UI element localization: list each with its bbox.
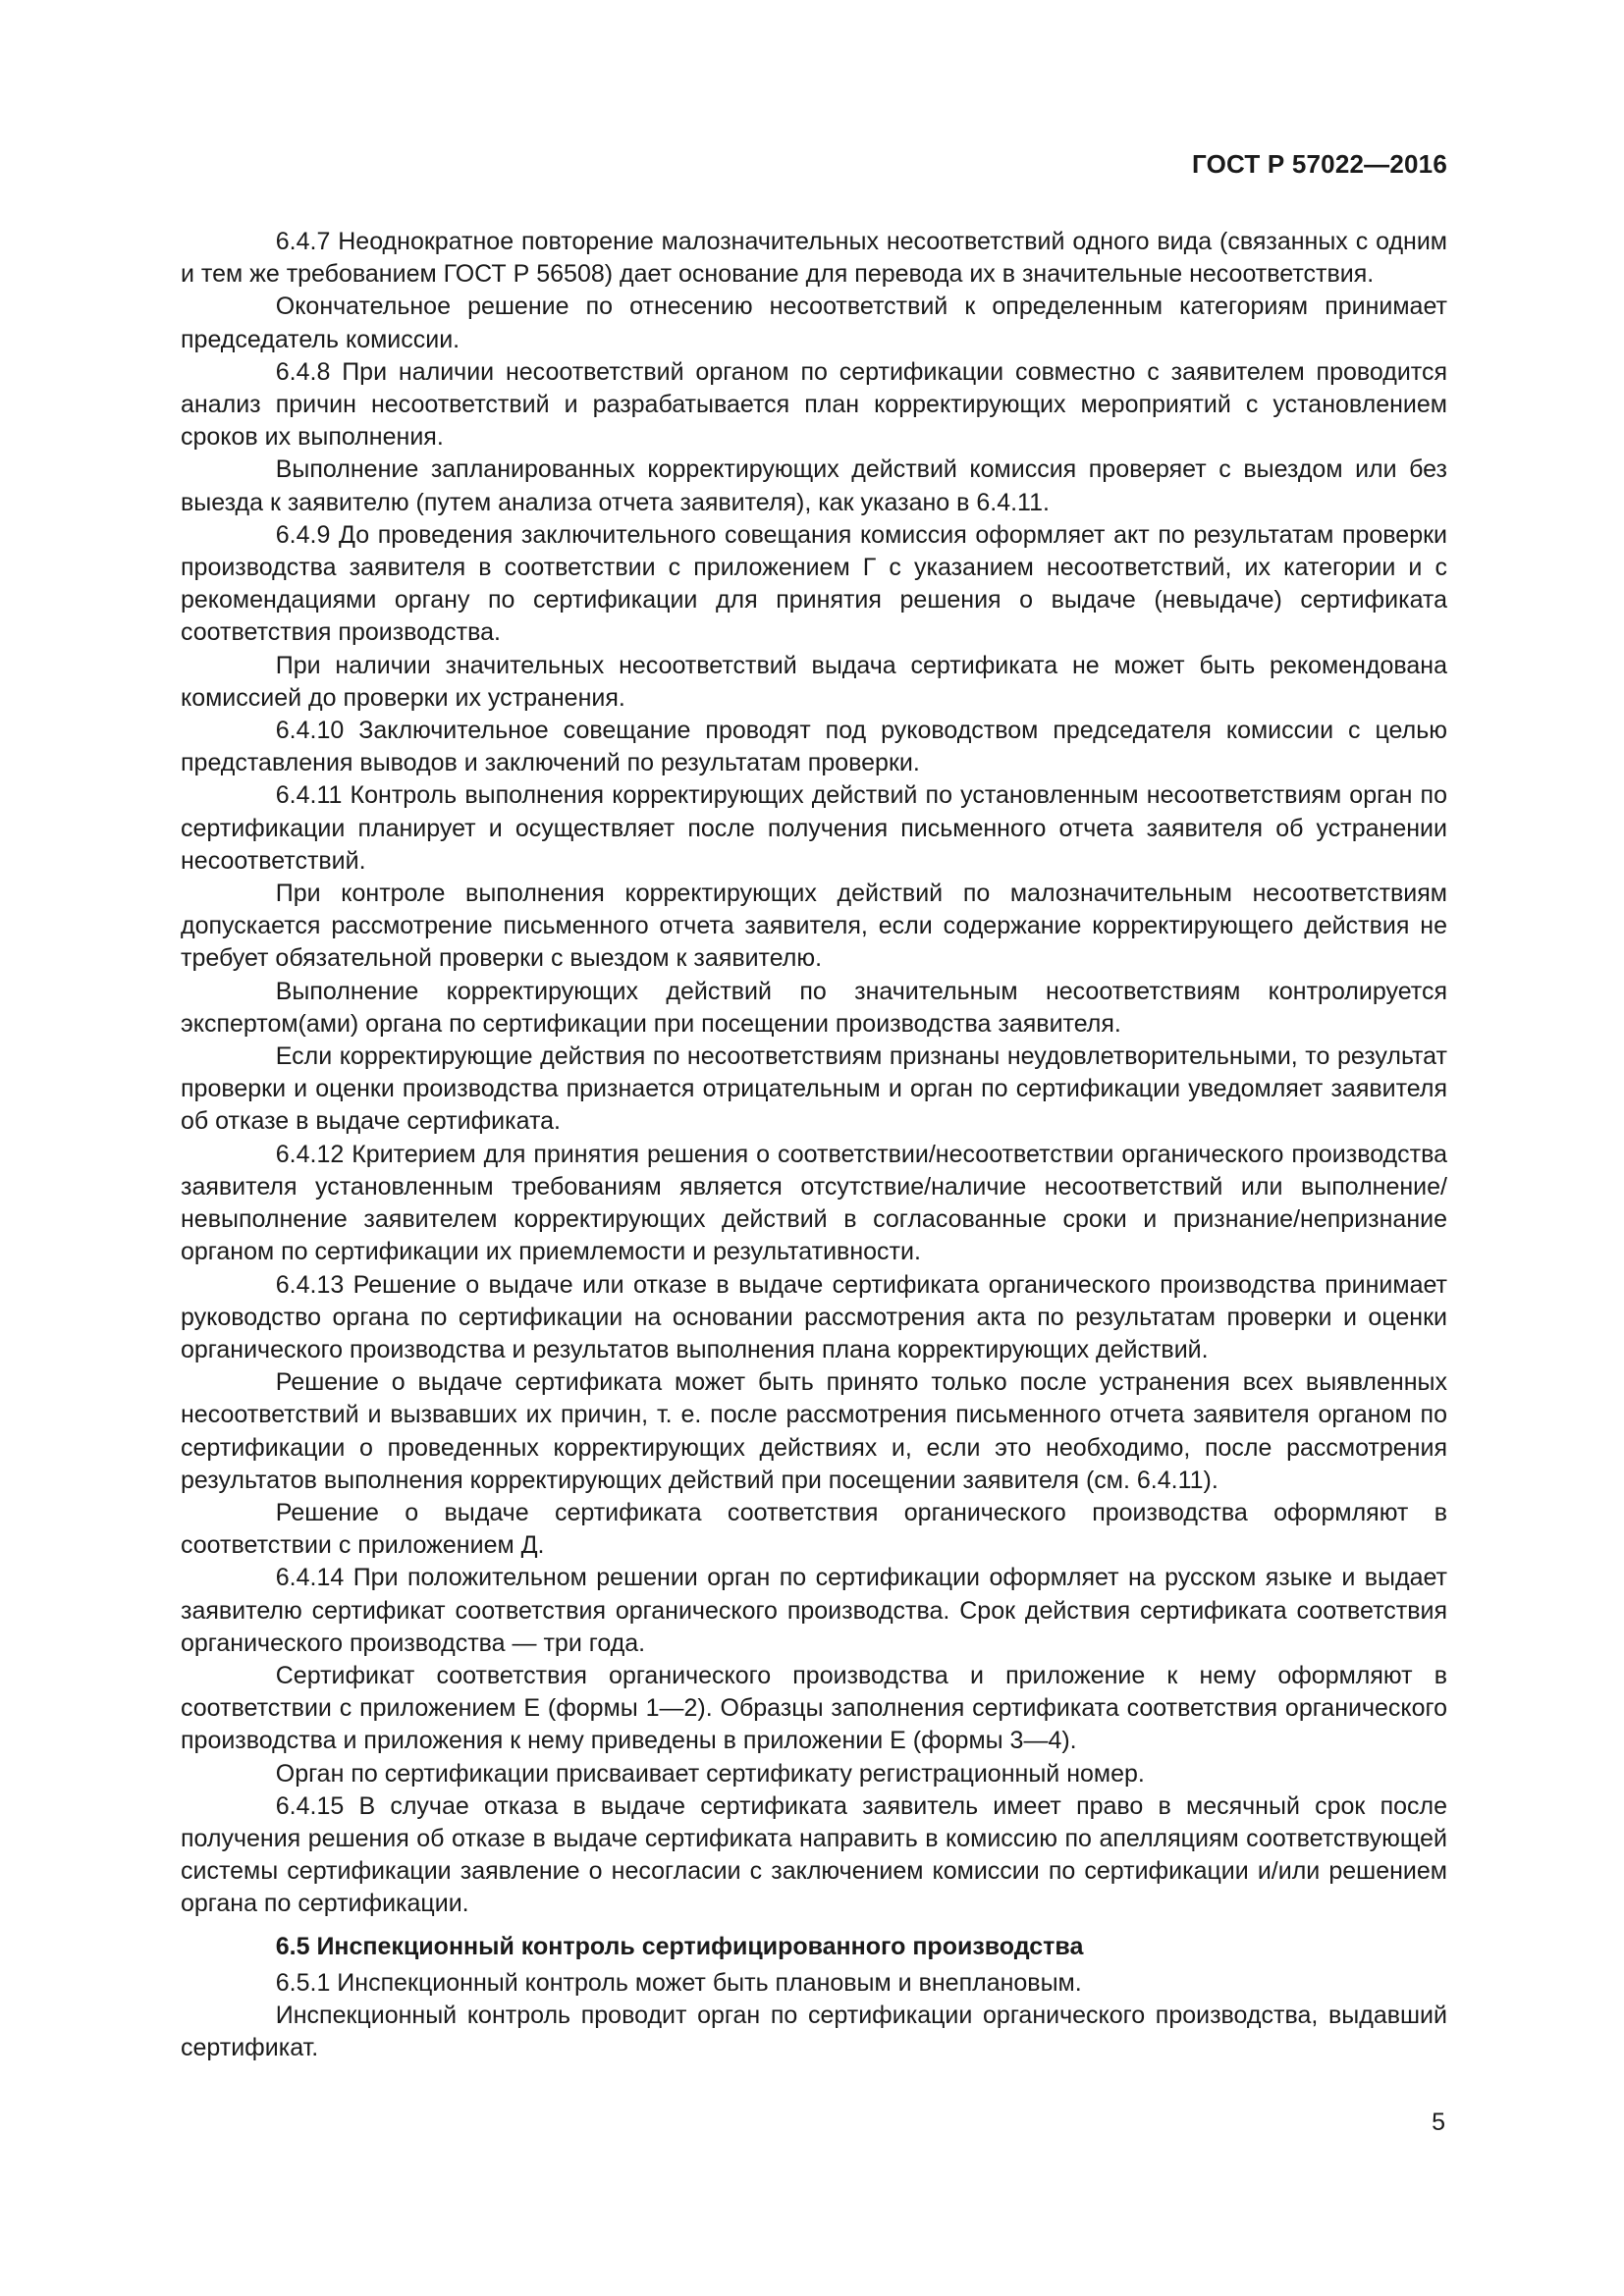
paragraph: 6.4.15 В случае отказа в выдаче сертификата заявитель имеет право в месячный срок после получения решения об отказе в выдаче сертификата направить в комиссию по апелляциям соответствующей системы сертификации заявление о несогласии с заключением комиссии по сертификации и/или решением органа по сертификации. [181,1791,1447,1918]
paragraph: 6.4.11 Контроль выполнения корректирующих действий по установленным несоответствиям орган по сертификации планирует и осуществляет после получения письменного отчета заявителя об устранении несоответствий. [181,781,1447,875]
paragraph: Инспекционный контроль проводит орган по сертификации органического производства, выдавший сертификат. [181,2001,1447,2062]
paragraph: 6.4.13 Решение о выдаче или отказе в выдаче сертификата органического производства принимает руководство органа по сертификации на основании рассмотрения акта по результатам проверки и оценки органического производства и результатов выполнения плана корректирующих действий. [181,1270,1447,1363]
paragraph: 6.4.10 Заключительное совещание проводят под руководством председателя комиссии с целью представления выводов и заключений по результатам проверки. [181,717,1447,777]
paragraph: Решение о выдаче сертификата соответствия органического производства оформляют в соответствии с приложением Д. [181,1498,1447,1560]
paragraph: 6.4.12 Критерием для принятия решения о соответствии/несоответствии органического производства заявителя установленным требованиям является отсутствие/наличие несоответствий или выполнение/невыполнение заявителем корректирующих действий в согласованные сроки и признание/непризнание органом по сертификации их приемлемости и результативности. [181,1140,1447,1266]
page-number: 5 [1432,2109,1445,2136]
paragraph: При контроле выполнения корректирующих действий по малозначительным несоответствиям допускается рассмотрение письменного отчета заявителя, если содержание корректирующего действия не требует обязательной проверки с выездом к заявителю. [181,880,1447,973]
paragraph: Окончательное решение по отнесению несоответствий к определенным категориям принимает председатель комиссии. [181,293,1447,353]
document-body [181,226,1447,2064]
paragraph: 6.4.14 При положительном решении орган по сертификации оформляет на русском языке и выдает заявителю сертификат соответствия органического производства. Срок действия сертификата соответствия органического производства — три года. [181,1564,1447,1657]
paragraph: Выполнение запланированных корректирующих действий комиссия проверяет с выездом или без выезда к заявителю (путем анализа отчета заявителя), как указано в 6.4.11. [181,455,1447,516]
paragraph: При наличии значительных несоответствий выдача сертификата не может быть рекомендована комиссией до проверки их устранения. [181,651,1447,712]
paragraph: 6.4.7 Неоднократное повторение малозначительных несоответствий одного вида (связанных с одним и тем же требованием ГОСТ Р 56508) дает основание для перевода их в значительные несоответствия. [181,228,1447,289]
paragraph: 6.5.1 Инспекционный контроль может быть плановым и внеплановым. [275,1968,1082,1997]
paragraph: Сертификат соответствия органического производства и приложение к нему оформляют в соответствии с приложением Е (формы 1—2). Образцы заполнения сертификата соответствия органического производства и приложения к нему приведены в приложении Е (формы 3—4). [181,1661,1447,1755]
paragraph: Решение о выдаче сертификата может быть принято только после устранения всех выявленных несоответствий и вызвавших их причин, т. е. после рассмотрения письменного отчета заявителя органом по сертификации о проведенных корректирующих действиях и, если это необходимо, после рассмотрения результатов выполнения корректирующих действий при посещении заявителя (см. 6.4.11). [181,1368,1447,1494]
paragraph: Орган по сертификации присваивает сертификату регистрационный номер. [275,1759,1145,1788]
paragraph: 6.4.9 До проведения заключительного совещания комиссия оформляет акт по результатам проверки производства заявителя в соответствии с приложением Г с указанием несоответствий, их категории и с рекомендациями органу по сертификации для принятия решения о выдаче (невыдаче) сертификата соответствия производства. [181,520,1447,647]
paragraph: 6.4.8 При наличии несоответствий органом по сертификации совместно с заявителем проводится анализ причин несоответствий и разрабатывается план корректирующих мероприятий с установлением сроков их выполнения. [181,357,1447,452]
paragraph: Если корректирующие действия по несоответствиям признаны неудовлетворительными, то результат проверки и оценки производства признается отрицательным и орган по сертификации уведомляет заявителя об отказе в выдаче сертификата. [181,1042,1447,1136]
paragraph: Выполнение корректирующих действий по значительным несоответствиям контролируется экспертом(ами) органа по сертификации при посещении производства заявителя. [181,977,1447,1038]
section-heading: 6.5 Инспекционный контроль сертифицированного производства [275,1932,1084,1960]
document-header: ГОСТ Р 57022—2016 [1192,149,1447,179]
